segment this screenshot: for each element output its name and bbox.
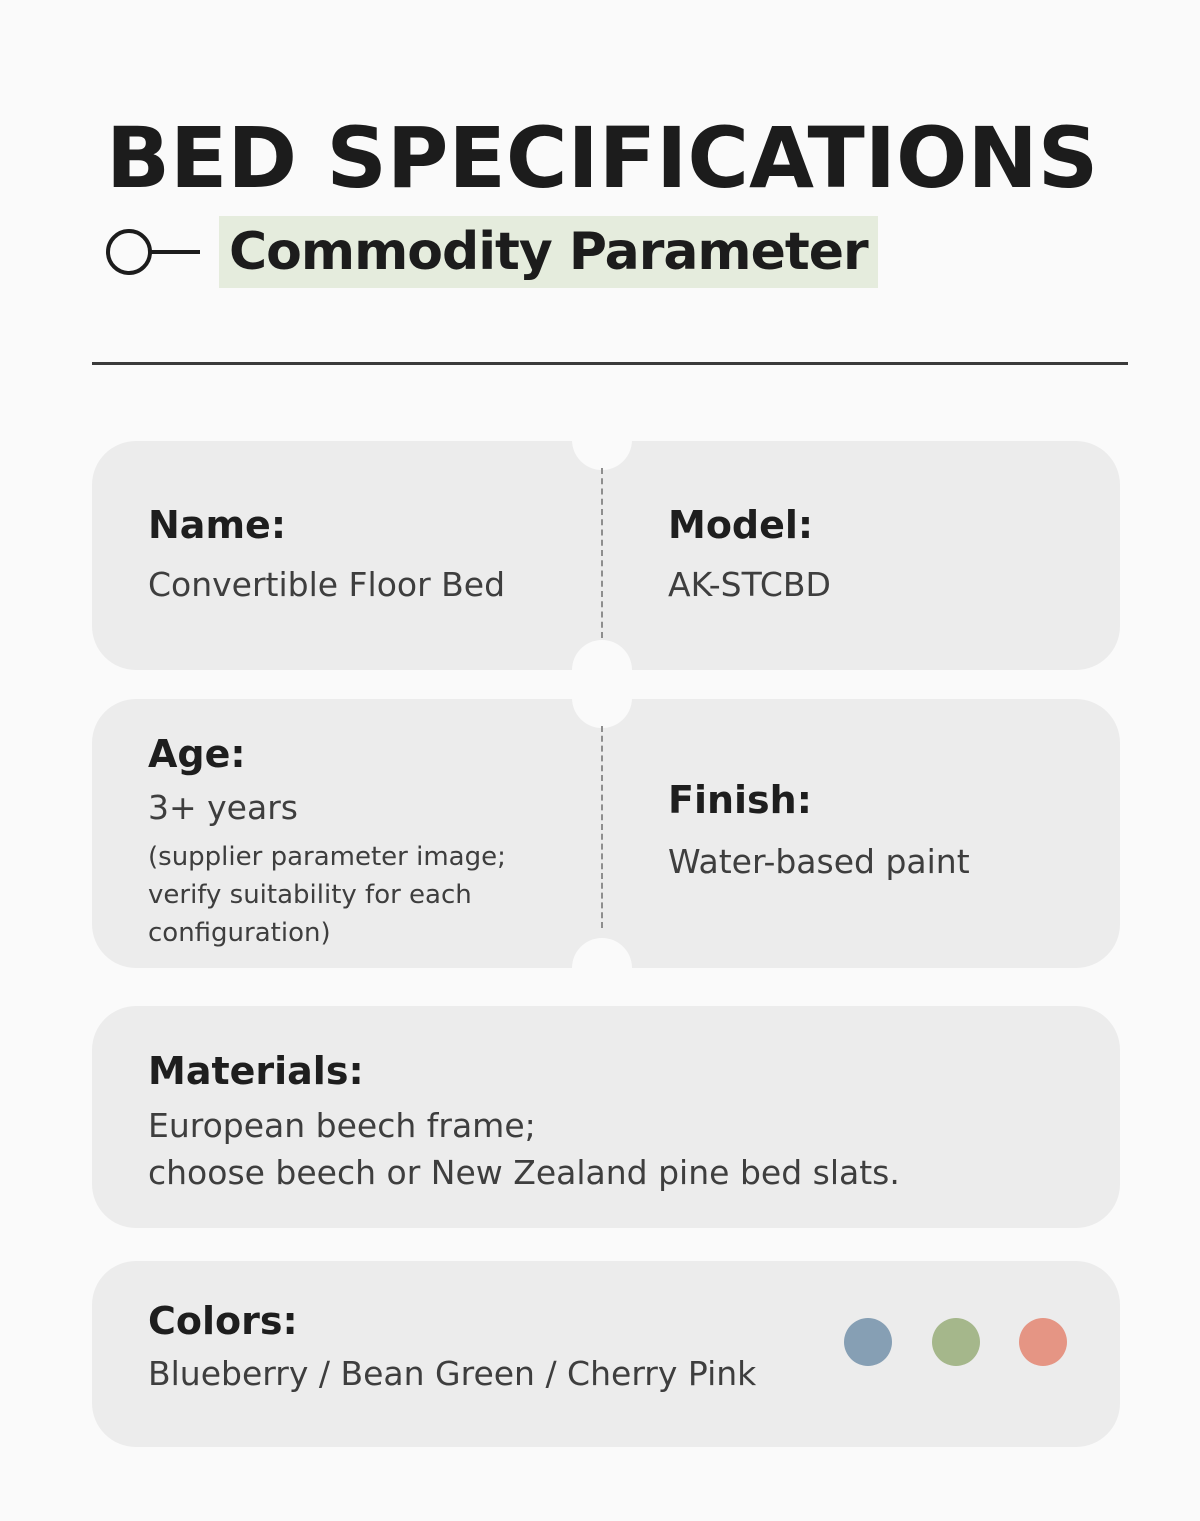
colors-label: Colors: — [148, 1299, 298, 1343]
age-note-line: (supplier parameter image; — [148, 842, 506, 872]
age-label: Age: — [148, 732, 246, 776]
header-divider — [92, 362, 1128, 365]
color-swatch-cherry-pink — [1019, 1318, 1067, 1366]
page-title: BED SPECIFICATIONS — [106, 109, 1099, 207]
card-separator — [601, 726, 603, 928]
spec-card-name-model — [92, 441, 1120, 670]
age-note-line: configuration) — [148, 918, 331, 948]
card-separator — [601, 468, 603, 638]
age-note — [148, 838, 506, 952]
ticket-notch — [572, 938, 632, 998]
circle-line-icon — [104, 228, 204, 276]
name-value: Convertible Floor Bed — [148, 565, 506, 604]
colors-value: Blueberry / Bean Green / Cherry Pink — [148, 1354, 757, 1393]
finish-value: Water-based paint — [668, 842, 970, 881]
model-value: AK-STCBD — [668, 565, 831, 604]
ticket-notch — [572, 668, 632, 728]
materials-label: Materials: — [148, 1049, 364, 1093]
subtitle-row — [104, 216, 904, 288]
ticket-notch — [572, 410, 632, 470]
age-note-line: verify suitability for each — [148, 880, 472, 910]
color-swatch-bean-green — [932, 1318, 980, 1366]
color-swatch-blueberry — [844, 1318, 892, 1366]
subtitle-highlight — [219, 216, 878, 288]
model-label: Model: — [668, 503, 814, 547]
materials-line: choose beech or New Zealand pine bed slats. — [148, 1153, 900, 1192]
age-value: 3+ years — [148, 788, 298, 827]
name-label: Name: — [148, 503, 287, 547]
subtitle: Commodity Parameter — [229, 222, 868, 282]
finish-label: Finish: — [668, 778, 812, 822]
materials-line: European beech frame; — [148, 1106, 536, 1145]
